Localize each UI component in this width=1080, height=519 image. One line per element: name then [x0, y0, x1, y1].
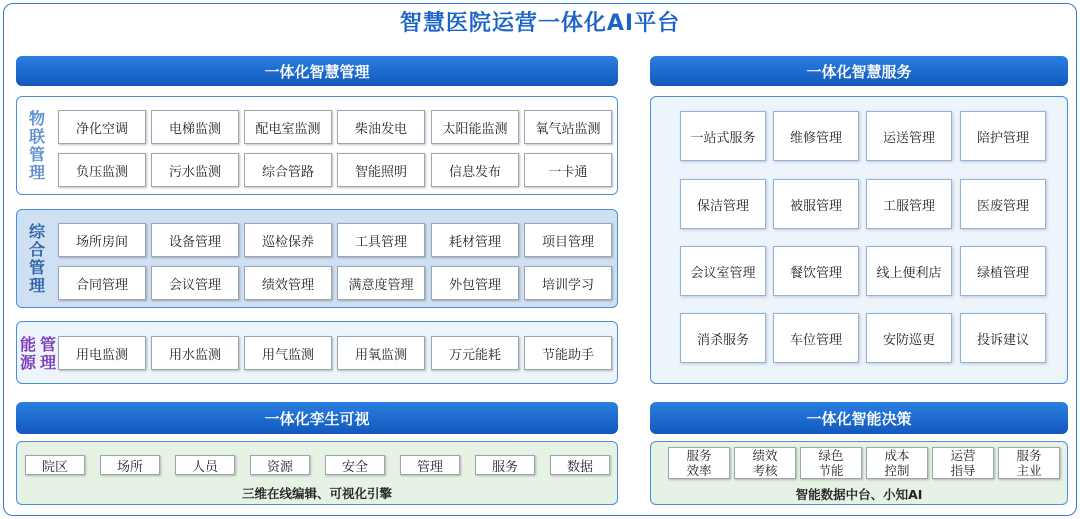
service-item[interactable]: 陪护管理: [960, 111, 1046, 161]
iot-item[interactable]: 柴油发电: [337, 110, 425, 144]
decision-item-line: 绿色: [818, 448, 844, 463]
iot-label-char: 联: [28, 126, 45, 146]
iot-item[interactable]: 信息发布: [431, 153, 519, 187]
iot-item[interactable]: 电梯监测: [151, 110, 239, 144]
integrated-item[interactable]: 外包管理: [431, 266, 519, 300]
service-item[interactable]: 消杀服务: [680, 313, 766, 363]
energy-item[interactable]: 用电监测: [58, 336, 146, 370]
decision-item[interactable]: [866, 447, 928, 479]
energy-label-char: 能: [19, 335, 36, 354]
iot-label-char: 管: [28, 144, 45, 164]
integrated-label-char: 理: [28, 275, 45, 295]
iot-management-label: [24, 100, 50, 191]
energy-item[interactable]: 用气监测: [244, 336, 332, 370]
energy-label-char: 管: [39, 335, 56, 354]
decision-item[interactable]: [998, 447, 1060, 479]
service-item[interactable]: 工服管理: [866, 179, 952, 229]
service-item[interactable]: 运送管理: [866, 111, 952, 161]
services-header: 一体化智慧服务: [650, 56, 1068, 86]
integrated-item[interactable]: 巡检保养: [244, 223, 332, 257]
decision-footer: 智能数据中台、小知AI: [795, 487, 923, 502]
service-item[interactable]: 会议室管理: [680, 246, 766, 296]
twin-item[interactable]: 人员: [175, 455, 235, 475]
iot-item[interactable]: 污水监测: [151, 153, 239, 187]
integrated-item[interactable]: 满意度管理: [337, 266, 425, 300]
service-item[interactable]: 保洁管理: [680, 179, 766, 229]
decision-item-line: 绩效: [752, 448, 778, 463]
iot-item[interactable]: 氧气站监测: [524, 110, 612, 144]
integrated-label-char: 综: [28, 221, 45, 241]
decision-item-line: 主业: [1016, 463, 1042, 478]
service-item[interactable]: 一站式服务: [680, 111, 766, 161]
decision-item[interactable]: [734, 447, 796, 479]
integrated-item[interactable]: 绩效管理: [244, 266, 332, 300]
integrated-item[interactable]: 工具管理: [337, 223, 425, 257]
iot-item[interactable]: 配电室监测: [244, 110, 332, 144]
management-header: 一体化智慧管理: [16, 56, 618, 86]
twin-item[interactable]: 服务: [475, 455, 535, 475]
iot-item[interactable]: 太阳能监测: [431, 110, 519, 144]
decision-item-line: 指导: [950, 463, 976, 478]
service-item[interactable]: 车位管理: [773, 313, 859, 363]
decision-item-line: 服务: [1016, 448, 1042, 463]
page-title: 智慧医院运营一体化AI平台: [399, 11, 681, 36]
decision-item-line: 成本: [884, 448, 910, 463]
service-item[interactable]: 被服管理: [773, 179, 859, 229]
energy-item[interactable]: 用氧监测: [337, 336, 425, 370]
twin-footer: 三维在线编辑、可视化引擎: [241, 486, 392, 501]
integrated-label-char: 管: [28, 257, 45, 277]
twin-item[interactable]: 院区: [25, 455, 85, 475]
integrated-item[interactable]: 项目管理: [524, 223, 612, 257]
integrated-item[interactable]: 耗材管理: [431, 223, 519, 257]
integrated-item[interactable]: 会议管理: [151, 266, 239, 300]
twin-item[interactable]: 安全: [325, 455, 385, 475]
integrated-item[interactable]: 场所房间: [58, 223, 146, 257]
iot-item[interactable]: 负压监测: [58, 153, 146, 187]
decision-item-line: 节能: [818, 463, 844, 478]
energy-item[interactable]: 节能助手: [524, 336, 612, 370]
service-item[interactable]: 医废管理: [960, 179, 1046, 229]
service-item[interactable]: 投诉建议: [960, 313, 1046, 363]
twin-item[interactable]: 场所: [100, 455, 160, 475]
decision-item[interactable]: [932, 447, 994, 479]
twin-item[interactable]: 管理: [400, 455, 460, 475]
service-item[interactable]: 安防巡更: [866, 313, 952, 363]
integrated-management-label: [24, 213, 50, 304]
integrated-item[interactable]: 设备管理: [151, 223, 239, 257]
energy-label-char: 源: [19, 353, 36, 372]
energy-item[interactable]: 用水监测: [151, 336, 239, 370]
service-item[interactable]: 绿植管理: [960, 246, 1046, 296]
energy-label-char: 理: [39, 353, 56, 372]
iot-item[interactable]: 智能照明: [337, 153, 425, 187]
iot-item[interactable]: 一卡通: [524, 153, 612, 187]
decision-item[interactable]: [668, 447, 730, 479]
energy-item[interactable]: 万元能耗: [431, 336, 519, 370]
decision-item-line: 运营: [950, 448, 976, 463]
decision-item-line: 效率: [686, 463, 712, 478]
decision-header: 一体化智能决策: [650, 402, 1068, 434]
service-item[interactable]: 维修管理: [773, 111, 859, 161]
service-item[interactable]: 餐饮管理: [773, 246, 859, 296]
decision-item-line: 服务: [686, 448, 712, 463]
twin-item[interactable]: 数据: [550, 455, 610, 475]
twin-header: 一体化孪生可视: [16, 402, 618, 434]
energy-management-label: [18, 336, 58, 372]
decision-item-line: 考核: [752, 463, 778, 478]
service-item[interactable]: 线上便利店: [866, 246, 952, 296]
iot-item[interactable]: 净化空调: [58, 110, 146, 144]
decision-item[interactable]: [800, 447, 862, 479]
integrated-item[interactable]: 培训学习: [524, 266, 612, 300]
iot-item[interactable]: 综合管路: [244, 153, 332, 187]
twin-item[interactable]: 资源: [250, 455, 310, 475]
iot-label-char: 物: [28, 108, 45, 128]
integrated-item[interactable]: 合同管理: [58, 266, 146, 300]
iot-label-char: 理: [28, 162, 45, 182]
integrated-label-char: 合: [28, 239, 45, 259]
decision-item-line: 控制: [884, 463, 910, 478]
